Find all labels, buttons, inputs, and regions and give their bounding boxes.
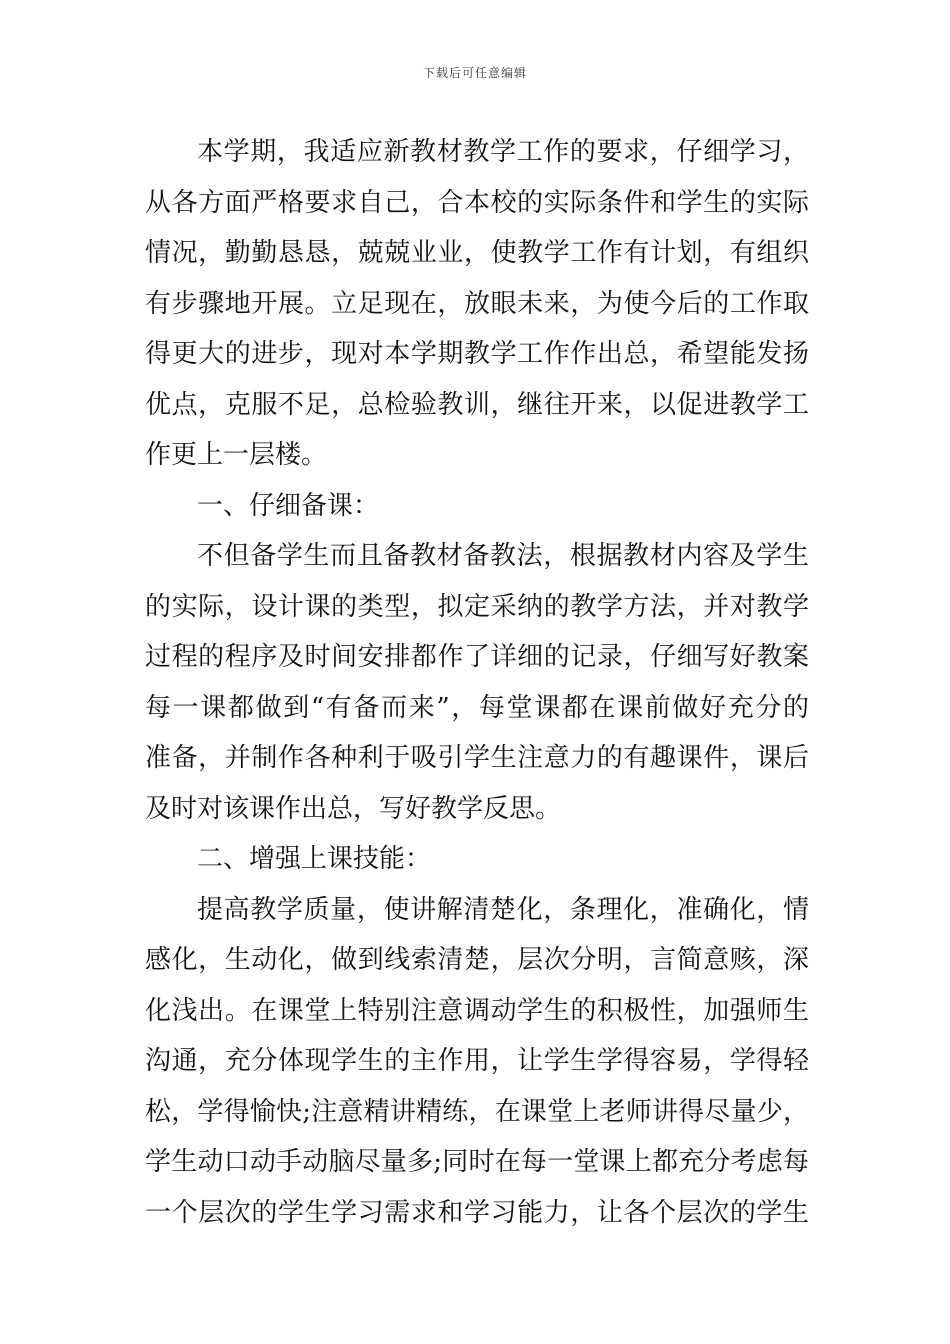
paragraph-line: 及时对该课作出总，写好教学反思。: [145, 793, 562, 824]
section-heading: 二、增强上课技能：: [197, 844, 432, 874]
page-header: 下载后可任意编辑: [422, 66, 527, 80]
paragraph-line: 不但备学生而且备教材备教法，根据教材内容及学生: [197, 541, 809, 571]
paragraph-line: 情况，勤勤恳恳，兢兢业业，使教学工作有计划，有组织: [145, 238, 809, 268]
paragraph-line: 松，学得愉快;注意精讲精练，在课堂上老师讲得尽量少，: [145, 1096, 809, 1127]
paragraph-line: 化浅出。在课堂上特别注意调动学生的积极性，加强师生: [145, 995, 809, 1026]
paragraph-line: 过程的程序及时间安排都作了详细的记录，仔细写好教案: [145, 642, 809, 672]
paragraph-line: 作更上一层楼。: [145, 440, 328, 470]
paragraph-line: 每一课都做到“有备而来”，每堂课都在课前做好充分的: [145, 692, 809, 723]
paragraph-line: 从各方面严格要求自己，合本校的实际条件和学生的实际: [145, 187, 809, 218]
paragraph-line: 的实际，设计课的类型，拟定采纳的教学方法，并对教学: [145, 591, 809, 622]
paragraph-line: 学生动口动手动脑尽量多;同时在每一堂课上都充分考虑每: [145, 1147, 809, 1177]
paragraph-line: 提高教学质量，使讲解清楚化，条理化，准确化，情: [197, 894, 809, 925]
paragraph-line: 本学期，我适应新教材教学工作的要求，仔细学习，: [197, 137, 809, 167]
document-body: [145, 127, 809, 1238]
paragraph-line: 一个层次的学生学习需求和学习能力，让各个层次的学生: [145, 1197, 809, 1228]
paragraph-line: 准备，并制作各种利于吸引学生注意力的有趣课件，课后: [145, 743, 809, 773]
paragraph-line: 沟通，充分体现学生的主作用，让学生学得容易，学得轻: [145, 1046, 809, 1076]
paragraph-line: 得更大的进步，现对本学期教学工作作出总，希望能发扬: [145, 339, 809, 369]
paragraph-line: 优点，克服不足，总检验教训，继往开来，以促进教学工: [145, 389, 809, 420]
section-heading: 一、仔细备课：: [197, 490, 380, 521]
paragraph-line: 有步骤地开展。立足现在，放眼未来，为使今后的工作取: [145, 288, 809, 319]
paragraph-line: 感化，生动化，做到线索清楚，层次分明，言简意赅，深: [145, 945, 809, 975]
